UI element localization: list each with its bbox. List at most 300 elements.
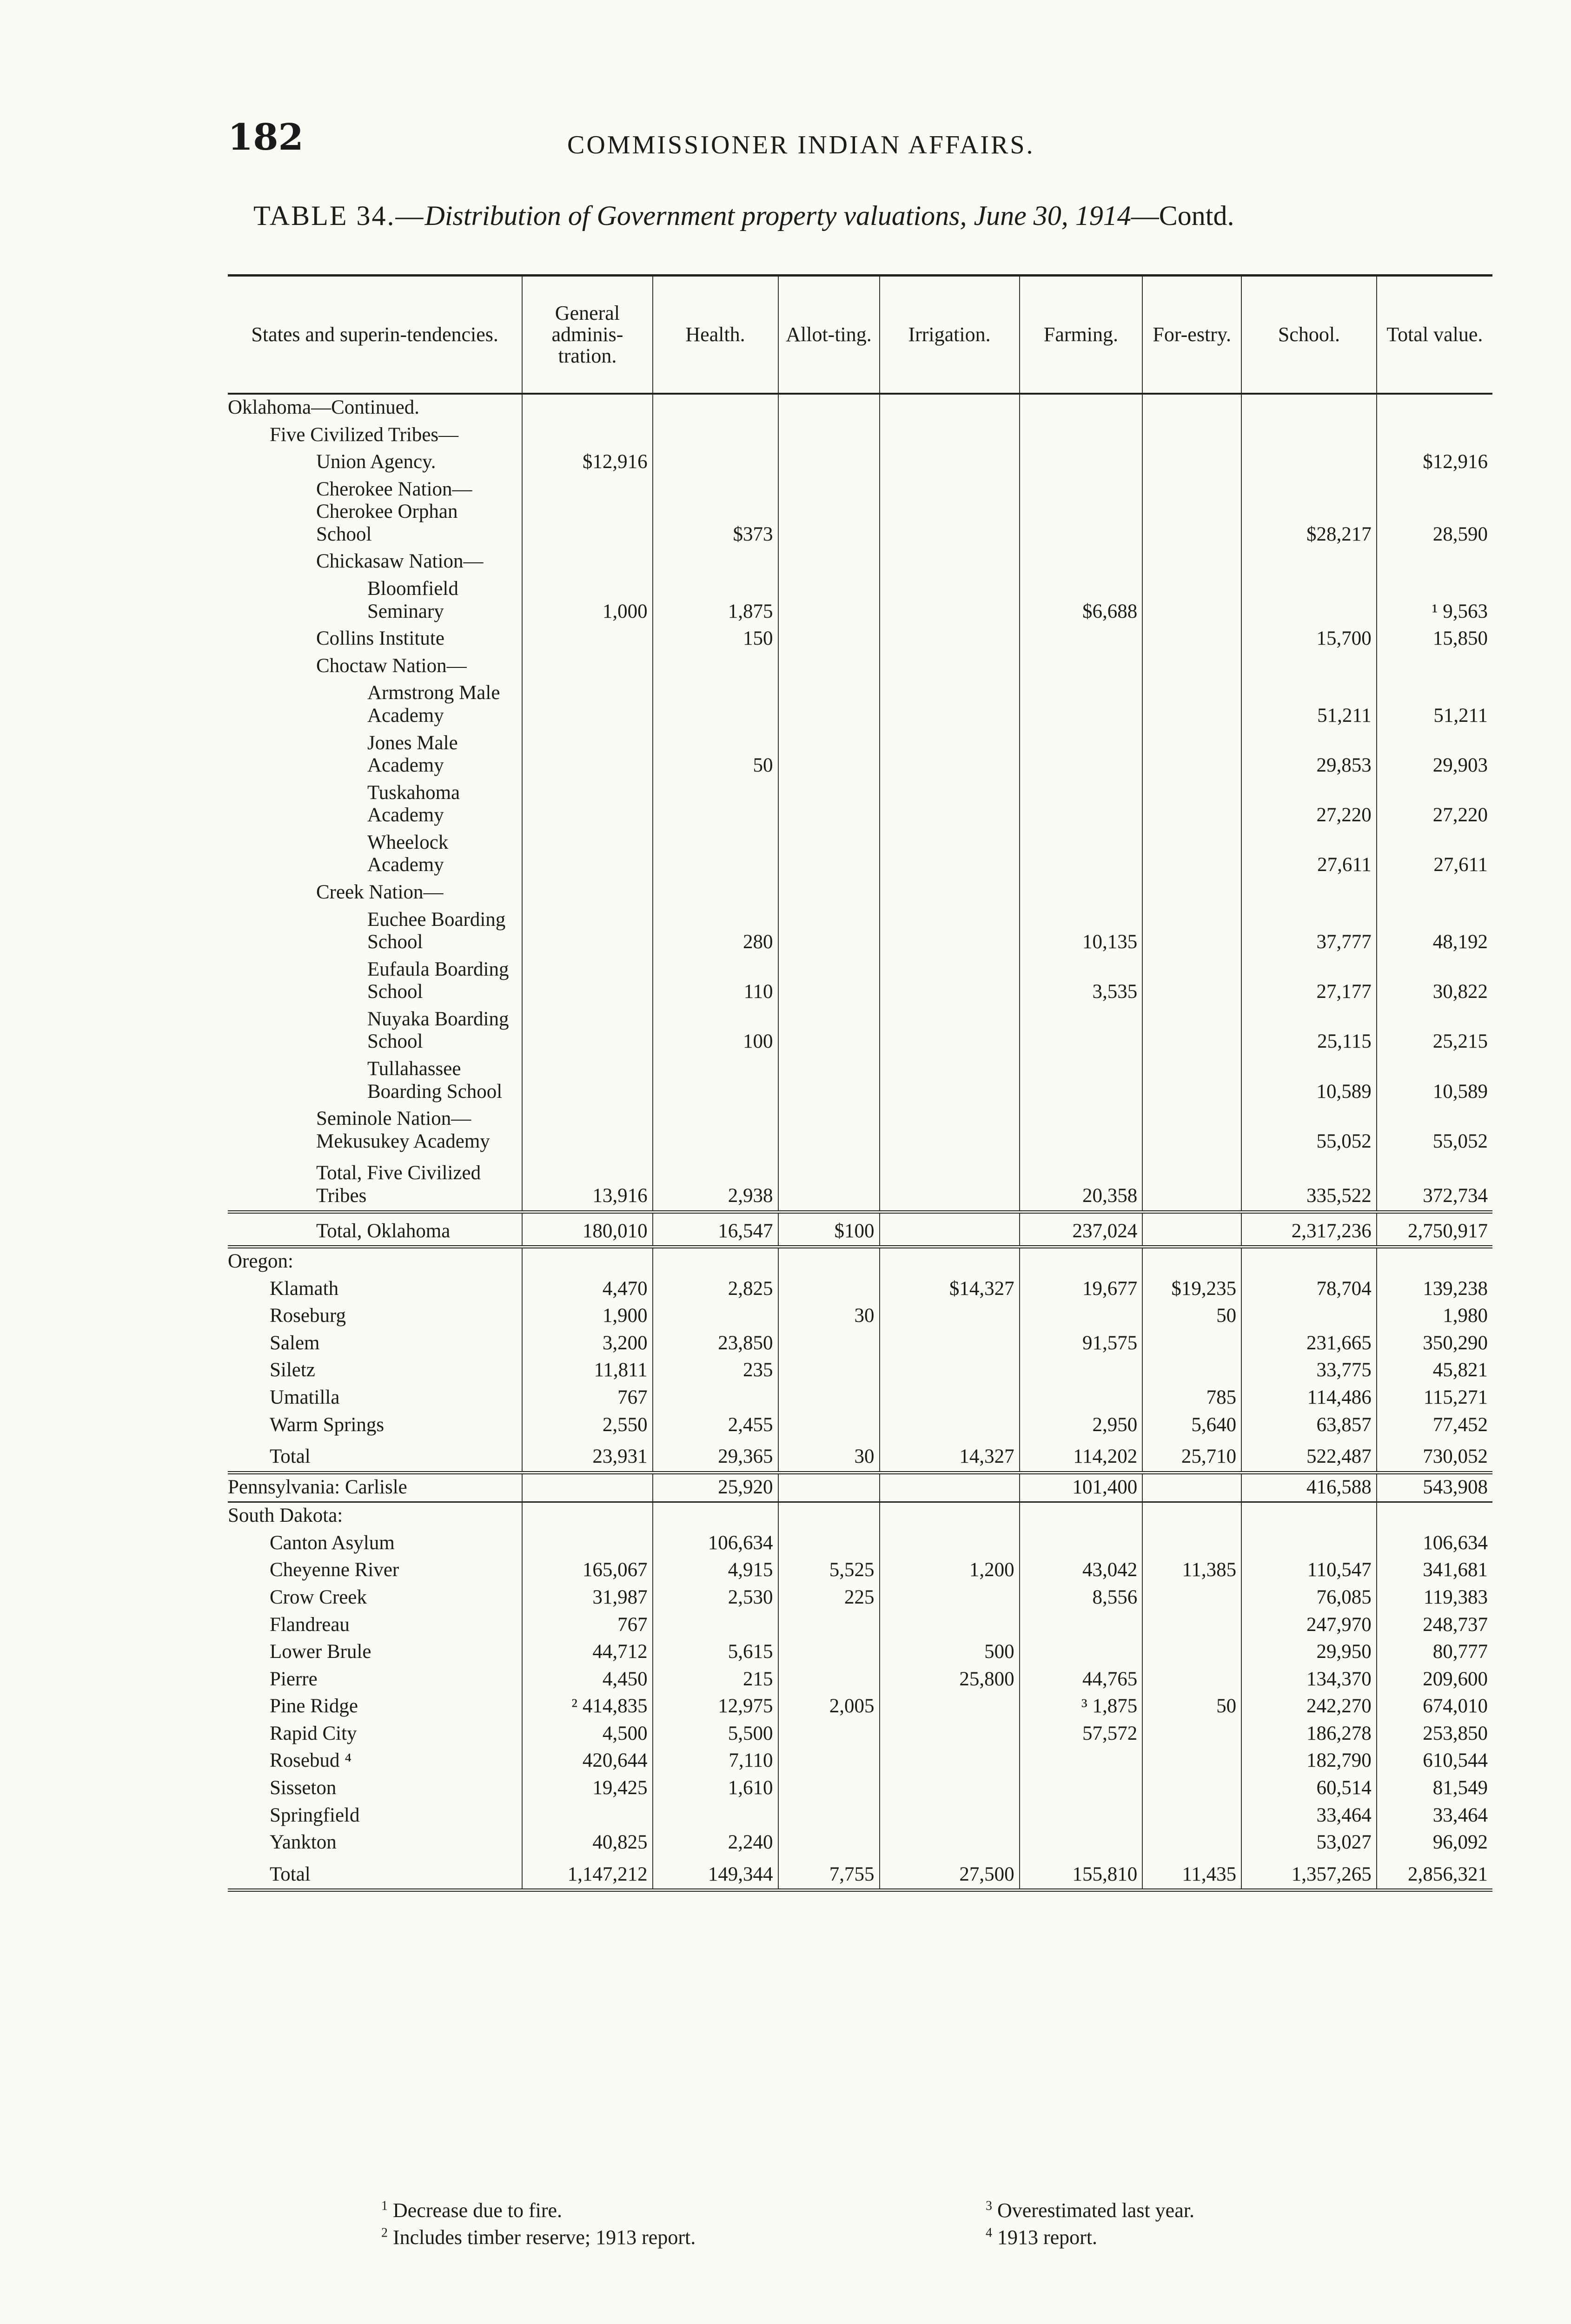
cell	[880, 1472, 1020, 1502]
cell	[1142, 830, 1241, 879]
cell	[653, 830, 778, 879]
cell: 3,535	[1020, 957, 1143, 1006]
row-label: South Dakota:	[228, 1505, 343, 1527]
cell: 106,634	[1377, 1530, 1492, 1558]
cell	[880, 422, 1020, 449]
cell: 96,092	[1377, 1829, 1492, 1857]
row-label: Crow Creek	[270, 1586, 367, 1609]
cell	[1020, 1106, 1143, 1155]
cell: 25,800	[880, 1666, 1020, 1694]
cell	[1020, 680, 1143, 730]
cell: 134,370	[1241, 1666, 1377, 1694]
cell	[1142, 476, 1241, 549]
cell	[778, 730, 880, 780]
cell	[778, 680, 880, 730]
cell: 27,220	[1377, 780, 1492, 830]
row-label: Oregon:	[228, 1250, 293, 1273]
cell	[522, 879, 652, 907]
cell: 43,042	[1020, 1557, 1143, 1585]
col-header-health: Health.	[653, 276, 778, 394]
cell	[1241, 1530, 1377, 1558]
cell: 78,704	[1241, 1276, 1377, 1303]
table-row	[228, 1006, 1492, 1056]
cell: 40,825	[522, 1829, 652, 1857]
cell	[1142, 1530, 1241, 1558]
cell	[522, 907, 652, 957]
cell: 33,464	[1377, 1802, 1492, 1830]
cell: 767	[522, 1612, 652, 1639]
cell: 5,525	[778, 1557, 880, 1585]
cell	[778, 1247, 880, 1276]
cell	[1020, 879, 1143, 907]
cell	[1020, 1829, 1143, 1857]
cell: 785	[1142, 1385, 1241, 1412]
cell	[653, 394, 778, 422]
cell: 10,589	[1377, 1056, 1492, 1106]
cell: 1,900	[522, 1303, 652, 1330]
total-row	[228, 1857, 1492, 1890]
cell	[1020, 1775, 1143, 1802]
cell	[1142, 1006, 1241, 1056]
cell: 2,005	[778, 1693, 880, 1721]
cell	[1241, 449, 1377, 476]
cell: 27,177	[1241, 957, 1377, 1006]
cell	[1142, 1829, 1241, 1857]
cell: 215	[653, 1666, 778, 1694]
cell: 209,600	[1377, 1666, 1492, 1694]
cell: 101,400	[1020, 1472, 1143, 1502]
cell	[778, 1106, 880, 1155]
cell: 14,327	[880, 1439, 1020, 1472]
cell: $6,688	[1020, 576, 1143, 626]
cell	[778, 1502, 880, 1530]
cell	[1020, 1612, 1143, 1639]
cell	[1142, 1472, 1241, 1502]
cell: 180,010	[522, 1212, 652, 1247]
cell: 91,575	[1020, 1330, 1143, 1358]
cell	[778, 1748, 880, 1775]
cell	[778, 1612, 880, 1639]
cell: 29,903	[1377, 730, 1492, 780]
cell: 416,588	[1241, 1472, 1377, 1502]
cell	[1241, 576, 1377, 626]
cell	[1377, 1247, 1492, 1276]
cell	[522, 1106, 652, 1155]
cell: 7,755	[778, 1857, 880, 1890]
cell: 63,857	[1241, 1412, 1377, 1439]
cell: 543,908	[1377, 1472, 1492, 1502]
cell: 29,950	[1241, 1639, 1377, 1666]
cell	[778, 1056, 880, 1106]
cell	[778, 1006, 880, 1056]
cell: 80,777	[1377, 1639, 1492, 1666]
cell	[1142, 1666, 1241, 1694]
cell	[880, 626, 1020, 653]
table-caption-title: Distribution of Government property valuations, June 30, 1914	[424, 200, 1131, 231]
cell: 30	[778, 1439, 880, 1472]
cell	[1020, 780, 1143, 830]
cell	[653, 548, 778, 576]
cell: 51,211	[1241, 680, 1377, 730]
col-header-allotting: Allot-ting.	[778, 276, 880, 394]
cell: $28,217	[1241, 476, 1377, 549]
cell: 28,590	[1377, 476, 1492, 549]
row-label: Bloomfield Seminary	[367, 578, 458, 622]
cell	[778, 626, 880, 653]
cell: $373	[653, 476, 778, 549]
row-label: Canton Asylum	[270, 1532, 395, 1554]
col-header-school: School.	[1241, 276, 1377, 394]
cell	[880, 1212, 1020, 1247]
cell	[1020, 626, 1143, 653]
cell: 23,850	[653, 1330, 778, 1358]
cell: 253,850	[1377, 1721, 1492, 1748]
cell: 2,240	[653, 1829, 778, 1857]
row-label: Cherokee Nation—Cherokee Orphan School	[316, 478, 472, 545]
cell	[1142, 907, 1241, 957]
cell: 1,875	[653, 576, 778, 626]
cell	[653, 780, 778, 830]
cell	[880, 879, 1020, 907]
cell	[1020, 1748, 1143, 1775]
cell	[653, 879, 778, 907]
cell	[1020, 548, 1143, 576]
cell: 8,556	[1020, 1585, 1143, 1612]
cell	[880, 653, 1020, 680]
table-row	[228, 626, 1492, 653]
footnote-1: $^1$ Decrease due to fire.	[381, 2199, 563, 2222]
table-row	[228, 1612, 1492, 1639]
cell: $100	[778, 1212, 880, 1247]
cell: 4,450	[522, 1666, 652, 1694]
footnote-4: $^4$ 1913 report.	[986, 2225, 1098, 2249]
cell	[880, 1006, 1020, 1056]
cell	[880, 1106, 1020, 1155]
cell	[522, 680, 652, 730]
cell	[653, 449, 778, 476]
table-row	[228, 1721, 1492, 1748]
cell: 77,452	[1377, 1412, 1492, 1439]
cell	[778, 1802, 880, 1830]
cell: 110	[653, 957, 778, 1006]
cell	[778, 1721, 880, 1748]
cell: ³ 1,875	[1020, 1693, 1143, 1721]
cell: 165,067	[522, 1557, 652, 1585]
cell	[880, 576, 1020, 626]
cell: 23,931	[522, 1439, 652, 1472]
cell: ² 414,835	[522, 1693, 652, 1721]
cell: 60,514	[1241, 1775, 1377, 1802]
cell: 37,777	[1241, 907, 1377, 957]
cell	[1142, 1056, 1241, 1106]
table-row	[228, 1802, 1492, 1830]
cell: 247,970	[1241, 1612, 1377, 1639]
cell	[1020, 1303, 1143, 1330]
cell: 25,215	[1377, 1006, 1492, 1056]
cell	[522, 1247, 652, 1276]
cell	[653, 1385, 778, 1412]
cell	[880, 1412, 1020, 1439]
cell	[653, 1247, 778, 1276]
cell: 10,135	[1020, 907, 1143, 957]
cell	[1020, 476, 1143, 549]
cell	[653, 422, 778, 449]
cell	[1142, 1802, 1241, 1830]
cell	[880, 780, 1020, 830]
cell	[1377, 394, 1492, 422]
cell	[1020, 1056, 1143, 1106]
cell	[1241, 1502, 1377, 1530]
cell: 45,821	[1377, 1357, 1492, 1385]
cell: 235	[653, 1357, 778, 1385]
cell	[880, 476, 1020, 549]
cell	[522, 548, 652, 576]
cell	[1020, 1006, 1143, 1056]
cell	[1020, 422, 1143, 449]
cell	[1142, 1155, 1241, 1212]
cell	[1020, 1385, 1143, 1412]
table-row	[228, 449, 1492, 476]
row-label: Total	[228, 1857, 522, 1890]
row-label: Five Civilized Tribes—	[270, 423, 459, 446]
cell	[1142, 1357, 1241, 1385]
cell	[880, 1775, 1020, 1802]
cell	[778, 1385, 880, 1412]
cell: 610,544	[1377, 1748, 1492, 1775]
cell	[778, 1472, 880, 1502]
table-row	[228, 548, 1492, 576]
cell: 16,547	[653, 1212, 778, 1247]
cell	[1377, 422, 1492, 449]
cell: 335,522	[1241, 1155, 1377, 1212]
table-row	[228, 1330, 1492, 1358]
cell: 100	[653, 1006, 778, 1056]
cell	[1142, 394, 1241, 422]
cell: 674,010	[1377, 1693, 1492, 1721]
cell: 29,365	[653, 1439, 778, 1472]
row-label: Siletz	[270, 1359, 315, 1381]
cell	[522, 1530, 652, 1558]
cell: 500	[880, 1639, 1020, 1666]
row-label: Eufaula Boarding School	[367, 958, 509, 1003]
cell: 2,950	[1020, 1412, 1143, 1439]
cell: 242,270	[1241, 1693, 1377, 1721]
table-row	[228, 907, 1492, 957]
cell: 5,615	[653, 1639, 778, 1666]
cell: 15,700	[1241, 626, 1377, 653]
row-label: Jones Male Academy	[367, 732, 458, 777]
cell	[1020, 449, 1143, 476]
cell: 1,000	[522, 576, 652, 626]
cell	[880, 1502, 1020, 1530]
row-label: Total	[228, 1439, 522, 1472]
cell	[1377, 548, 1492, 576]
cell	[653, 1502, 778, 1530]
row-label: Cheyenne River	[270, 1559, 399, 1581]
cell: ¹ 9,563	[1377, 576, 1492, 626]
cell	[522, 422, 652, 449]
table-row	[228, 1639, 1492, 1666]
cell: 237,024	[1020, 1212, 1143, 1247]
cell: 4,500	[522, 1721, 652, 1748]
cell: 27,220	[1241, 780, 1377, 830]
footnote-3: $^3$ Overestimated last year.	[986, 2199, 1194, 2222]
cell	[778, 1666, 880, 1694]
row-label: Oklahoma—Continued.	[228, 396, 420, 418]
cell: 2,530	[653, 1585, 778, 1612]
row-label: Warm Springs	[270, 1413, 384, 1436]
row-label: Umatilla	[270, 1386, 340, 1408]
table-row	[228, 1385, 1492, 1412]
cell: 139,238	[1377, 1276, 1492, 1303]
row-label: Yankton	[270, 1831, 337, 1854]
cell	[1020, 1639, 1143, 1666]
cell: 522,487	[1241, 1439, 1377, 1472]
cell: 12,975	[653, 1693, 778, 1721]
cell: 29,853	[1241, 730, 1377, 780]
cell	[880, 1155, 1020, 1212]
running-title: COMMISSIONER INDIAN AFFAIRS.	[567, 131, 1035, 159]
cell	[1142, 548, 1241, 576]
cell	[778, 1357, 880, 1385]
cell: $12,916	[1377, 449, 1492, 476]
cell	[778, 830, 880, 879]
table-row	[228, 1585, 1492, 1612]
cell	[1142, 1247, 1241, 1276]
cell	[653, 653, 778, 680]
table-row	[228, 830, 1492, 879]
col-header-forestry: For-estry.	[1142, 276, 1241, 394]
cell	[880, 907, 1020, 957]
cell	[880, 1530, 1020, 1558]
table-row	[228, 957, 1492, 1006]
cell: 730,052	[1377, 1439, 1492, 1472]
table-row	[228, 1693, 1492, 1721]
row-label: Union Agency.	[316, 451, 436, 473]
cell	[778, 957, 880, 1006]
cell: 182,790	[1241, 1748, 1377, 1775]
cell	[653, 1106, 778, 1155]
cell	[880, 548, 1020, 576]
cell	[778, 394, 880, 422]
cell	[1142, 1212, 1241, 1247]
cell	[778, 1530, 880, 1558]
table-row	[228, 730, 1492, 780]
table-row	[228, 1557, 1492, 1585]
cell	[522, 730, 652, 780]
table-row	[228, 1829, 1492, 1857]
col-header-farming: Farming.	[1020, 276, 1143, 394]
cell: 27,611	[1241, 830, 1377, 879]
total-row	[228, 1212, 1492, 1247]
cell: 13,916	[522, 1155, 652, 1212]
row-label: Nuyaka Boarding School	[367, 1008, 509, 1053]
cell: 33,464	[1241, 1802, 1377, 1830]
cell: 57,572	[1020, 1721, 1143, 1748]
cell	[1142, 576, 1241, 626]
cell	[778, 449, 880, 476]
cell: 48,192	[1377, 907, 1492, 957]
table-row	[228, 879, 1492, 907]
cell	[1142, 422, 1241, 449]
cell	[880, 1829, 1020, 1857]
cell: 372,734	[1377, 1155, 1492, 1212]
cell: 19,425	[522, 1775, 652, 1802]
cell	[1020, 1247, 1143, 1276]
table-body	[228, 394, 1492, 1890]
cell: 25,920	[653, 1472, 778, 1502]
cell	[880, 830, 1020, 879]
cell	[1020, 830, 1143, 879]
cell	[1142, 1639, 1241, 1666]
cell: 3,200	[522, 1330, 652, 1358]
cell: 33,775	[1241, 1357, 1377, 1385]
cell	[1142, 1612, 1241, 1639]
cell: 27,500	[880, 1857, 1020, 1890]
cell: 10,589	[1241, 1056, 1377, 1106]
cell: 27,611	[1377, 830, 1492, 879]
cell	[778, 576, 880, 626]
cell	[522, 780, 652, 830]
row-label: Wheelock Academy	[367, 831, 449, 876]
table-row	[228, 422, 1492, 449]
table-row	[228, 1502, 1492, 1530]
cell	[522, 1006, 652, 1056]
cell	[1377, 1502, 1492, 1530]
row-label: Pierre	[270, 1668, 318, 1690]
cell	[880, 1385, 1020, 1412]
row-label: Total, Five Civilized Tribes	[228, 1155, 522, 1212]
cell: 155,810	[1020, 1857, 1143, 1890]
cell	[1142, 780, 1241, 830]
col-header-total-value: Total value.	[1377, 276, 1492, 394]
cell	[522, 1472, 652, 1502]
row-label: Tuskahoma Academy	[367, 781, 460, 826]
cell: 11,385	[1142, 1557, 1241, 1585]
row-label: Chickasaw Nation—	[316, 550, 484, 573]
cell	[522, 1802, 652, 1830]
cell	[653, 1303, 778, 1330]
col-header-general-administration: General adminis-tration.	[522, 276, 652, 394]
row-label: Springfield	[270, 1804, 360, 1826]
cell	[880, 1585, 1020, 1612]
cell: 76,085	[1241, 1585, 1377, 1612]
cell	[1241, 548, 1377, 576]
cell	[1142, 1330, 1241, 1358]
cell	[880, 957, 1020, 1006]
table-row	[228, 1775, 1492, 1802]
table-caption	[253, 200, 1462, 232]
table-row	[228, 1412, 1492, 1439]
row-label: Sisseton	[270, 1777, 337, 1799]
cell: 1,357,265	[1241, 1857, 1377, 1890]
cell: 51,211	[1377, 680, 1492, 730]
cell: 4,470	[522, 1276, 652, 1303]
cell	[1142, 957, 1241, 1006]
cell: 149,344	[653, 1857, 778, 1890]
cell	[1241, 1247, 1377, 1276]
cell: 7,110	[653, 1748, 778, 1775]
cell	[778, 1155, 880, 1212]
cell	[1020, 1802, 1143, 1830]
cell: 55,052	[1377, 1106, 1492, 1155]
cell: 4,915	[653, 1557, 778, 1585]
cell	[653, 1612, 778, 1639]
cell	[1241, 1303, 1377, 1330]
cell	[1020, 730, 1143, 780]
cell: 15,850	[1377, 626, 1492, 653]
cell	[1241, 653, 1377, 680]
